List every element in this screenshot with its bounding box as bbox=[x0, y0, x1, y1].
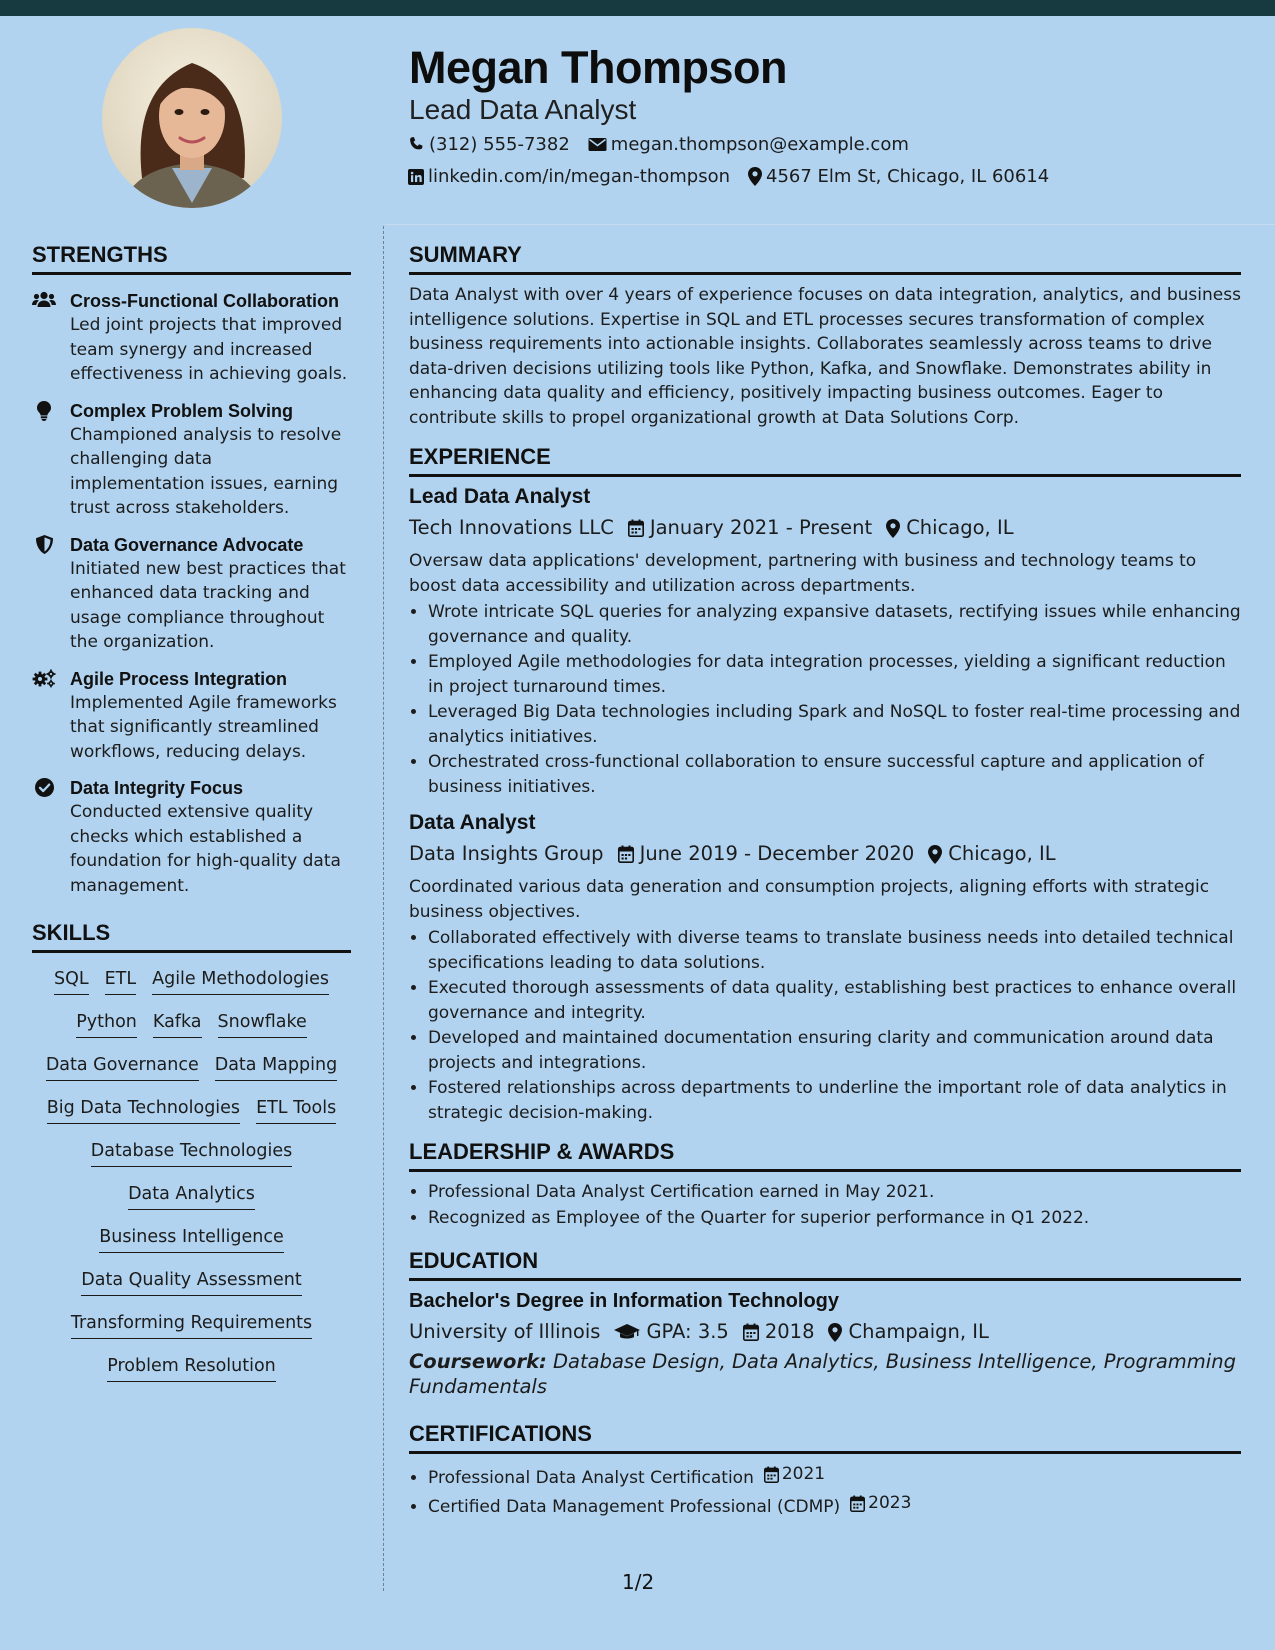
job-meta bbox=[409, 513, 1241, 543]
contact-row-1 bbox=[408, 134, 927, 155]
bullet-item: • Developed and maintained documentation ensuring clarity and communication around data projects and integrations. bbox=[428, 1026, 1241, 1075]
contact-row-2 bbox=[408, 166, 1067, 187]
candidate-name: Megan Thompson bbox=[409, 42, 787, 93]
map-pin-icon bbox=[828, 1323, 842, 1342]
strength-item bbox=[32, 667, 351, 765]
check-circle-icon bbox=[35, 778, 54, 797]
certification-name: Professional Data Analyst Certification bbox=[428, 1467, 754, 1488]
envelope-icon bbox=[588, 137, 607, 152]
certification-item bbox=[428, 1462, 1241, 1490]
profile-photo bbox=[102, 28, 282, 208]
bullet-item: • Wrote intricate SQL queries for analyzing expansive datasets, rectifying issues while enhancing governance and quality. bbox=[428, 600, 1241, 649]
calendar-icon bbox=[764, 1466, 779, 1483]
strength-title: Complex Problem Solving bbox=[70, 400, 294, 421]
certification-name: Certified Data Management Professional (CDMP) bbox=[428, 1497, 841, 1517]
email-text: megan.thompson@example.com bbox=[610, 134, 909, 155]
page-number: 1/2 bbox=[622, 1570, 655, 1594]
certifications-list bbox=[409, 1462, 1241, 1520]
job-location: Chicago, IL bbox=[906, 516, 1014, 539]
right-column bbox=[409, 242, 1241, 1521]
company-name: Data Insights Group bbox=[409, 842, 604, 865]
top-bar bbox=[0, 0, 1275, 16]
shield-icon bbox=[36, 535, 53, 554]
award-item: • Recognized as Employee of the Quarter for superior performance in Q1 2022. bbox=[428, 1206, 1241, 1231]
calendar-icon bbox=[850, 1495, 865, 1512]
school-name: University of Illinois bbox=[409, 1320, 601, 1343]
strength-item bbox=[32, 533, 351, 655]
column-divider bbox=[383, 226, 384, 1591]
job-dates: June 2019 - December 2020 bbox=[639, 842, 915, 865]
skill-tag: Kafka bbox=[153, 1010, 202, 1038]
map-pin-icon bbox=[928, 845, 942, 864]
skill-tag: ETL bbox=[105, 967, 137, 995]
education-heading: EDUCATION bbox=[409, 1248, 1241, 1281]
skill-tag: Data Quality Assessment bbox=[81, 1268, 301, 1296]
job-title: Lead Data Analyst bbox=[409, 485, 591, 508]
strength-description: Implemented Agile frameworks that significantly streamlined workflows, reducing delays. bbox=[70, 692, 337, 762]
linkedin-contact[interactable] bbox=[408, 166, 730, 187]
bullet-item: • Orchestrated cross-functional collaboration to ensure successful capture and application of business initiatives. bbox=[428, 750, 1241, 799]
candidate-title: Lead Data Analyst bbox=[409, 94, 637, 125]
leadership-heading: LEADERSHIP & AWARDS bbox=[409, 1139, 1241, 1172]
skill-tag: Problem Resolution bbox=[107, 1354, 276, 1382]
strength-description: Conducted extensive quality checks which established a foundation for high-quality data management. bbox=[70, 802, 341, 896]
summary-text: Data Analyst with over 4 years of experience focuses on data integration, analytics, and business intelligence solutions. Expertise in SQL and ETL processes secures transformation of complex business requirements into actionable insights. Collaborates seamlessly across teams to drive data-driven decisions utilizing tools like Python, Kafka, and Snowflake. Demonstrates ability in enhancing data quality and efficiency, positively impacting business outcomes. Eager to contribute skills to propel organizational growth at Data Solutions Corp. bbox=[409, 285, 1241, 428]
skills-list bbox=[32, 967, 351, 1382]
award-item: • Professional Data Analyst Certification earned in May 2021. bbox=[428, 1180, 1241, 1205]
job-entry bbox=[409, 483, 1241, 799]
coursework-label: Coursework: bbox=[409, 1350, 547, 1373]
linkedin-icon bbox=[408, 169, 424, 185]
skill-tag: Big Data Technologies bbox=[47, 1096, 240, 1124]
job-bullets bbox=[409, 926, 1241, 1125]
strength-item bbox=[32, 399, 351, 521]
strength-description: Championed analysis to resolve challenging data implementation issues, earning trust across stakeholders. bbox=[70, 424, 342, 518]
coursework bbox=[409, 1349, 1241, 1399]
calendar-icon bbox=[743, 1323, 759, 1341]
map-pin-icon bbox=[748, 167, 762, 186]
bullet-item: • Executed thorough assessments of data quality, establishing best practices to enhance overall governance and integrity. bbox=[428, 976, 1241, 1025]
leadership-list bbox=[409, 1180, 1241, 1230]
strength-title: Cross-Functional Collaboration bbox=[70, 291, 340, 311]
education-entry bbox=[409, 1287, 1241, 1399]
summary-heading: SUMMARY bbox=[409, 242, 1241, 275]
email-contact[interactable] bbox=[588, 134, 909, 155]
phone-contact[interactable] bbox=[408, 134, 570, 155]
degree-title: Bachelor's Degree in Information Technology bbox=[409, 1290, 840, 1312]
company-name: Tech Innovations LLC bbox=[409, 516, 614, 539]
strength-item bbox=[32, 289, 351, 387]
job-location: Chicago, IL bbox=[948, 842, 1056, 865]
strength-description: Led joint projects that improved team synergy and increased effectiveness in achieving goals. bbox=[70, 315, 348, 384]
job-dates: January 2021 - Present bbox=[649, 516, 873, 539]
certification-item bbox=[428, 1491, 1241, 1519]
phone-text: (312) 555-7382 bbox=[429, 134, 570, 155]
strength-title: Data Governance Advocate bbox=[70, 534, 304, 555]
linkedin-text: linkedin.com/in/megan-thompson bbox=[428, 166, 731, 187]
job-meta bbox=[409, 839, 1241, 869]
certification-year: 2021 bbox=[781, 1464, 826, 1484]
users-icon bbox=[32, 291, 56, 307]
skills-heading: SKILLS bbox=[32, 920, 351, 953]
bullet-item: • Fostered relationships across departments to underline the important role of data analytics in strategic decision-making. bbox=[428, 1076, 1241, 1125]
calendar-icon bbox=[628, 519, 644, 537]
graduation-cap-icon bbox=[614, 1323, 640, 1341]
gears-icon bbox=[32, 669, 56, 688]
bullet-item: • Employed Agile methodologies for data integration processes, yielding a significant reduction in project turnaround times. bbox=[428, 650, 1241, 699]
education-location: Champaign, IL bbox=[848, 1320, 989, 1343]
phone-icon bbox=[408, 136, 425, 153]
experience-heading: EXPERIENCE bbox=[409, 444, 1241, 477]
header-divider bbox=[385, 224, 1275, 225]
skill-tag: SQL bbox=[54, 967, 89, 995]
skill-tag: ETL Tools bbox=[256, 1096, 336, 1124]
skill-tag: Agile Methodologies bbox=[152, 967, 329, 995]
skill-tag: Snowflake bbox=[218, 1010, 307, 1038]
left-column bbox=[32, 242, 351, 1382]
skill-tag: Data Mapping bbox=[215, 1053, 337, 1081]
address-text: 4567 Elm St, Chicago, IL 60614 bbox=[766, 166, 1050, 187]
gpa-text: GPA: 3.5 bbox=[646, 1320, 729, 1343]
job-summary: Coordinated various data generation and consumption projects, aligning efforts with strategic business objectives. bbox=[409, 877, 1210, 922]
strengths-heading: STRENGTHS bbox=[32, 242, 351, 275]
graduation-year: 2018 bbox=[764, 1320, 815, 1343]
skill-tag: Data Analytics bbox=[128, 1182, 255, 1210]
job-summary: Oversaw data applications' development, partnering with business and technology teams to boost data accessibility and utilization across departments. bbox=[409, 551, 1197, 596]
job-bullets bbox=[409, 600, 1241, 799]
skill-tag: Data Governance bbox=[46, 1053, 199, 1081]
skill-tag: Database Technologies bbox=[91, 1139, 292, 1167]
skill-tag: Business Intelligence bbox=[99, 1225, 284, 1253]
bullet-item: • Leveraged Big Data technologies including Spark and NoSQL to foster real-time processing and analytics initiatives. bbox=[428, 700, 1241, 749]
map-pin-icon bbox=[886, 519, 900, 538]
strength-title: Data Integrity Focus bbox=[70, 778, 244, 798]
certification-year: 2023 bbox=[868, 1493, 912, 1514]
education-meta bbox=[409, 1317, 1241, 1347]
address-contact bbox=[748, 166, 1049, 187]
lightbulb-icon bbox=[37, 401, 51, 421]
strength-description: Initiated new best practices that enhanced data tracking and usage compliance throughout the organization. bbox=[70, 558, 346, 652]
strength-title: Agile Process Integration bbox=[70, 668, 288, 689]
calendar-icon bbox=[618, 845, 634, 863]
skill-tag: Python bbox=[76, 1010, 137, 1038]
skill-tag: Transforming Requirements bbox=[71, 1311, 312, 1339]
strength-item bbox=[32, 776, 351, 898]
certifications-heading: CERTIFICATIONS bbox=[409, 1421, 1241, 1454]
bullet-item: • Collaborated effectively with diverse teams to translate business needs into detailed technical specifications leading to data solutions. bbox=[428, 926, 1241, 975]
job-entry bbox=[409, 809, 1241, 1125]
job-title: Data Analyst bbox=[409, 811, 536, 834]
coursework-text: Database Design, Data Analytics, Business Intelligence, Programming Fundamentals bbox=[409, 1350, 1236, 1398]
